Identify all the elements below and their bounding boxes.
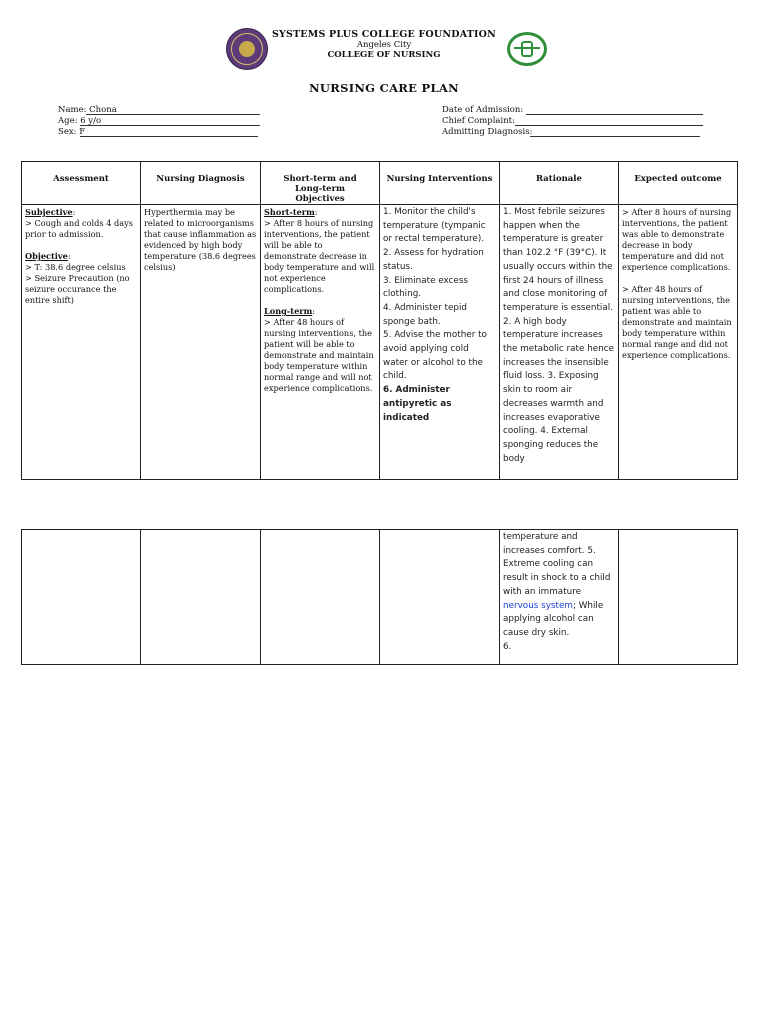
nervous-system-link[interactable]: nervous system [503,600,573,611]
patient-info-right [442,104,532,137]
name-label: Name: [58,105,87,115]
table-header-row [22,162,738,205]
diagnosis-text: Hyperthermia may be related to microorganisms that cause inflammation as evidenced by high body temperature (38.6 degrees celsius) [144,207,257,272]
intervention-item-bold: 6. Administer antipyretic as indicated [383,385,452,423]
header-nursing-diagnosis: Nursing Diagnosis [141,162,261,205]
patient-info-left [58,104,117,137]
intervention-item: 4. Administer tepid sponge bath. [383,302,467,327]
admission-underline [526,114,703,115]
intervention-item: 5. Advise the mother to avoid applying cold water or alcohol to the child. [383,330,487,382]
age-label: Age: [58,116,78,126]
interventions-cell [380,205,500,480]
complaint-underline [515,125,703,126]
short-term-text: > After 8 hours of nursing interventions, the patient will be able to demonstrate decrease in body temperature and will not experience complications. [264,218,375,294]
objectives-cell: Short-term: > After 8 hours of nursing interventions, the patient will be able to demonstrate decrease in body temperature and will not experience complications. Long-term: > After 48 hours of nursing interventions, the patient will be able to demonstrate and maintain body temperature within normal range and will not experience complications. [261,205,380,480]
intervention-item: 1. Monitor the child's temperature (tympanic or rectal temperature). [383,207,486,245]
table-row [22,205,738,480]
long-term-label: Long-term [264,306,313,316]
assessment-cell-empty [22,530,141,665]
rationale-text: 1. Most febrile seizures happen when the temperature is greater than 102.2 °F (39°C). It usually occurs within the first 24 hours of illness and close monitoring of temperature is essential. 2. A high body temperature increases the metabolic rate hence increases the insensible fluid loss. 3. Exposing skin to room air decreases warmth and increases evaporative cooling. 4. External sponging reduces the body [503,207,615,464]
name-value: Chona [89,105,117,115]
objective-item: > T: 38.6 degree celsius [25,262,126,272]
objective-item: > Seizure Precaution (no seizure occurance the entire shift) [25,273,130,305]
page-title: NURSING CARE PLAN [309,81,459,95]
outcome-cell-empty [619,530,738,665]
short-term-label: Short-term [264,207,315,217]
interventions-cell-empty [380,530,500,665]
long-term-text: > After 48 hours of nursing interventions, the patient will be able to demonstrate and maintain body temperature within normal range and will not experience complications. [264,317,374,393]
institution-name: SYSTEMS PLUS COLLEGE FOUNDATION [271,29,497,40]
header-interventions: Nursing Interventions [380,162,500,205]
rationale-cell-continued [500,530,619,665]
rationale-continued-text: temperature and increases comfort. 5. Extreme cooling can result in shock to a child with an immature [503,532,611,597]
diagnosis-cell-empty [141,530,261,665]
subjective-text: > Cough and colds 4 days prior to admission. [25,218,133,239]
rationale-continued-text-b: ; While applying alcohol can cause dry skin. [503,600,604,638]
header-rationale: Rationale [500,162,619,205]
care-plan-table-continued [21,529,738,665]
college-name: COLLEGE OF NURSING [327,50,441,60]
care-plan-table [21,161,738,480]
age-value: 6 y/o [80,116,102,126]
diagnosis-label: Admitting Diagnosis: [442,127,533,137]
objectives-cell-empty [261,530,380,665]
complaint-label: Chief Complaint: [442,116,515,126]
outcome-item: > After 8 hours of nursing interventions, the patient was able to demonstrate decrease in body temperature and did not experience complications. [622,207,732,272]
header-objectives: Short-term and Long-term Objectives [261,162,380,205]
sex-label: Sex: [58,127,77,137]
intervention-item: 2. Assess for hydration status. [383,248,484,272]
subjective-label: Subjective [25,207,73,217]
sex-underline [80,136,258,137]
assessment-cell: Subjective: > Cough and colds 4 days prior to admission. Objective: > T: 38.6 degree celsius > Seizure Precaution (no seizure occurance the entire shift) [22,205,141,480]
diagnosis-cell [141,205,261,480]
rationale-item-6: 6. [503,641,512,652]
outcome-item: > After 48 hours of nursing interventions, the patient was able to demonstrate and maintain body temperature within normal range and did not experience complications. [622,284,732,360]
sex-value: F [79,127,86,137]
diagnosis-underline [530,136,700,137]
header-expected-outcome: Expected outcome [619,162,738,205]
institution-city: Angeles City [356,40,412,50]
table-row [22,530,738,665]
rationale-cell [500,205,619,480]
outcome-cell [619,205,738,480]
header-assessment: Assessment [22,162,141,205]
objective-label: Objective [25,251,68,261]
admission-label: Date of Admission: [442,105,524,115]
intervention-item: 3. Eliminate excess clothing. [383,275,468,300]
